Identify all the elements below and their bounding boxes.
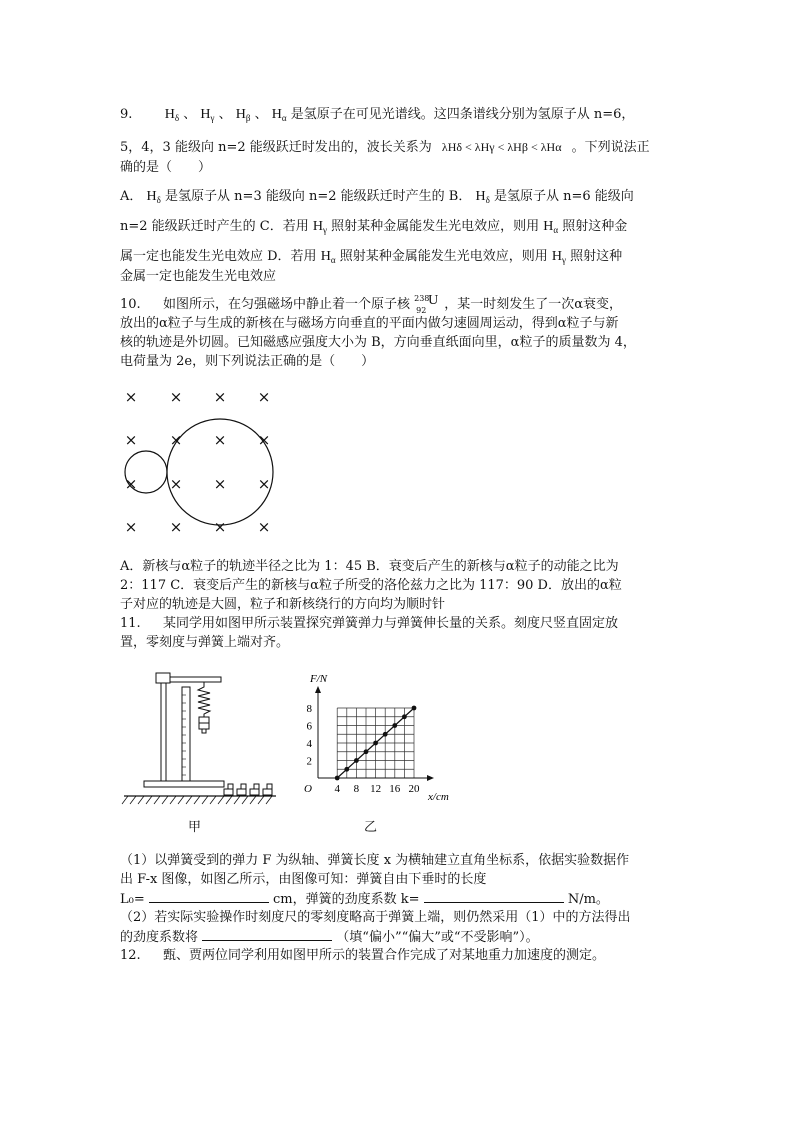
origin-label: O: [304, 783, 312, 795]
y-axis-arrow: [315, 686, 321, 693]
q10-stem-2: 放出的α粒子与生成的新核在与磁场方向垂直的平面内做匀速圆周运动，得到α粒子与新: [120, 316, 619, 331]
q11-part1-line-3: [120, 890, 609, 909]
option-d-end: 照射这种: [570, 249, 623, 264]
q9-option-line-2: [120, 218, 627, 239]
separator: 、: [254, 107, 268, 122]
q10-options-3: [120, 596, 445, 614]
data-point: [354, 758, 359, 763]
spring-apparatus-drawing: [120, 665, 280, 810]
q9-stem-2-end: 。下列说法正: [571, 140, 650, 155]
l0-label: L₀=: [120, 892, 145, 907]
x-tick-label: 12: [370, 783, 382, 795]
q12-number: 12.: [120, 948, 141, 963]
q10-option-text-2: 2：117 C．衰变后产生的新核与α粒子所受的洛伦兹力之比为 117：90 D．放出的α粒: [120, 578, 622, 593]
field-cross: ×: [124, 475, 138, 493]
q10-stem-3: 核的轨迹是外切圆。已知磁感应强度大小为 B，方向垂直纸面向里，α粒子的质量数为 4，: [120, 335, 636, 350]
q10-options-2: [120, 577, 622, 595]
field-cross: ×: [213, 388, 227, 406]
q9-stem-1: 是氢原子在可见光谱线。这四条谱线分别为氢原子从 n=6，: [290, 107, 635, 122]
option-a-label: A．: [120, 189, 143, 204]
symbol-h-delta: $H_\delta$: [164, 107, 180, 123]
separator: 、: [183, 107, 197, 122]
data-point: [412, 706, 417, 711]
data-point: [373, 741, 378, 746]
y-tick-label: 4: [306, 738, 312, 750]
data-point: [335, 776, 340, 781]
k-answer-blank[interactable]: [424, 890, 564, 903]
q9-option-line-3: [120, 248, 622, 269]
q11-part2-line-2: [120, 928, 539, 947]
q9-stem-3: 确的是（ ）: [120, 160, 212, 175]
q10-options-1: [120, 558, 619, 576]
figure-label-jia: 甲: [188, 820, 202, 835]
q12-line-1: [120, 947, 605, 965]
data-point: [364, 749, 369, 754]
q10-line-4: [120, 353, 374, 371]
field-cross: ×: [257, 388, 271, 406]
symbol-h-alpha: $H_\alpha$: [271, 107, 287, 123]
q11-part2-text-1: （2）若实际实验操作时刻度尺的零刻度略高于弹簧上端，则仍然采用（1）中的方法得出: [120, 910, 631, 925]
option-d-text: 属一定也能发生光电效应 D．若用: [120, 249, 317, 264]
symbol-h-gamma: $H_\gamma$: [200, 107, 215, 123]
q10-option-text-1: A．新核与α粒子的轨迹半径之比为 1：45 B．衰变后产生的新核与α粒子的动能之比为: [120, 559, 619, 574]
q9-line-3: [120, 159, 211, 177]
y-tick-label: 2: [306, 755, 312, 768]
y-tick-label: 6: [306, 720, 312, 733]
q11-stem-1: 某同学用如图甲所示装置探究弹簧弹力与弹簧伸长量的关系。刻度尺竖直固定放: [162, 616, 618, 631]
option-d-end-text: 金属一定也能发生光电效应: [120, 269, 277, 284]
symbol-h-gamma: $H_\gamma$: [312, 219, 327, 235]
data-point: [344, 767, 349, 772]
q10-line-2: [120, 315, 619, 333]
q10-stem-1: 如图所示，在匀强磁场中静止着一个原子核: [162, 297, 410, 312]
q9-line-1: [120, 106, 634, 127]
option-c-mid: 照射某种金属能发生光电效应，则用: [331, 219, 540, 234]
separator: 、: [218, 107, 232, 122]
field-cross: ×: [169, 518, 183, 536]
q10-number: 10.: [120, 297, 141, 312]
x-tick-label: 20: [408, 783, 420, 795]
x-axis-arrow: [427, 775, 434, 781]
field-cross: ×: [257, 475, 271, 493]
q12-stem-1: 甄、贾两位同学利用如图甲所示的装置合作完成了对某地重力加速度的测定。: [162, 948, 605, 963]
q9-option-line-4: [120, 268, 276, 286]
symbol-h-alpha: $H_\alpha$: [543, 219, 559, 235]
x-tick-label: 4: [334, 783, 340, 795]
symbol-h-gamma: $H_\gamma$: [551, 249, 566, 265]
field-cross: ×: [213, 475, 227, 493]
option-c-text: n=2 能级跃迁时产生的 C．若用: [120, 219, 309, 234]
magnetic-field-figure: [110, 380, 290, 540]
field-cross: ×: [169, 388, 183, 406]
q9-stem-2: 5，4，3 能级向 n=2 能级跃迁时发出的，波长关系为: [120, 140, 432, 155]
field-cross: ×: [257, 431, 271, 449]
force-length-chart: [280, 652, 480, 832]
field-cross: ×: [124, 388, 138, 406]
q10-stem-1-end: ，某一时刻发生了一次α衰变，: [444, 297, 623, 312]
y-axis-label: F/N: [310, 673, 328, 685]
apparatus-figure: [120, 665, 280, 810]
option-a-text: 是氢原子从 n=3 能级向 n=2 能级跃迁时产生的 B．: [165, 189, 472, 204]
figure-label-yi: 乙: [364, 820, 378, 835]
field-cross: ×: [169, 475, 183, 493]
nucleus-u-238: 238 92 U: [414, 293, 439, 315]
q10-line-3: [120, 334, 636, 352]
q11-part1-line-2: [120, 871, 486, 889]
q10-stem-4: 电荷量为 2e，则下列说法正确的是（ ）: [120, 354, 375, 369]
field-cross: ×: [213, 518, 227, 536]
field-cross: ×: [124, 518, 138, 536]
q9-number: 9.: [120, 107, 133, 122]
symbol-h-alpha: $H_\alpha$: [320, 249, 336, 265]
data-point: [402, 714, 407, 719]
symbol-h-delta: $H_\delta$: [146, 189, 161, 205]
option-b-text: 是氢原子从 n=6 能级向: [494, 189, 634, 204]
q10-option-text-3: 子对应的轨迹是大圆，粒子和新核绕行的方向均为顺时针: [120, 597, 446, 612]
field-cross: ×: [169, 431, 183, 449]
q11-number: 11.: [120, 616, 141, 631]
field-cross: ×: [124, 431, 138, 449]
data-point: [392, 723, 397, 728]
q11-part1-text-1: （1）以弹簧受到的弹力 F 为纵轴、弹簧长度 x 为横轴建立直角坐标系，依据实验数据作: [120, 853, 630, 868]
q11-line-1: [120, 615, 618, 633]
q11-part2-text-2a: 的劲度系数将: [120, 930, 199, 945]
field-cross: ×: [213, 431, 227, 449]
symbol-h-beta: $H_\beta$: [235, 107, 251, 123]
x-tick-label: 16: [389, 783, 401, 795]
q9-line-2: [120, 138, 650, 157]
l0-answer-blank[interactable]: [149, 890, 269, 903]
x-axis-label: x/cm: [428, 791, 449, 803]
k-unit: N/m。: [567, 892, 609, 907]
q11-line-2: [120, 634, 289, 652]
q10-line-1: [120, 293, 623, 315]
option-c-end: 照射这种金: [562, 219, 628, 234]
q9-option-line-1: [120, 188, 634, 209]
q11-part2-text-2b: （填“偏小”“偏大”或“不受影响”）。: [336, 930, 539, 945]
q11-part1-line-1: [120, 852, 629, 870]
data-point: [383, 732, 388, 737]
x-tick-label: 8: [353, 783, 360, 795]
part2-answer-blank[interactable]: [202, 928, 332, 941]
k-label: cm，弹簧的劲度系数 k=: [273, 892, 420, 907]
q11-stem-2: 置，零刻度与弹簧上端对齐。: [120, 635, 290, 650]
wavelength-relation: λHδ < λHγ < λHβ < λHα: [441, 140, 562, 154]
option-d-mid: 照射某种金属能发生光电效应，则用: [339, 249, 548, 264]
q11-part1-text-2: 出 F-x 图像，如图乙所示，由图像可知：弹簧自由下垂时的长度: [120, 872, 487, 887]
field-cross: ×: [257, 518, 271, 536]
y-tick-label: 8: [306, 703, 312, 715]
q11-part2-line-1: [120, 909, 631, 927]
symbol-h-delta: $H_\delta$: [475, 189, 490, 205]
